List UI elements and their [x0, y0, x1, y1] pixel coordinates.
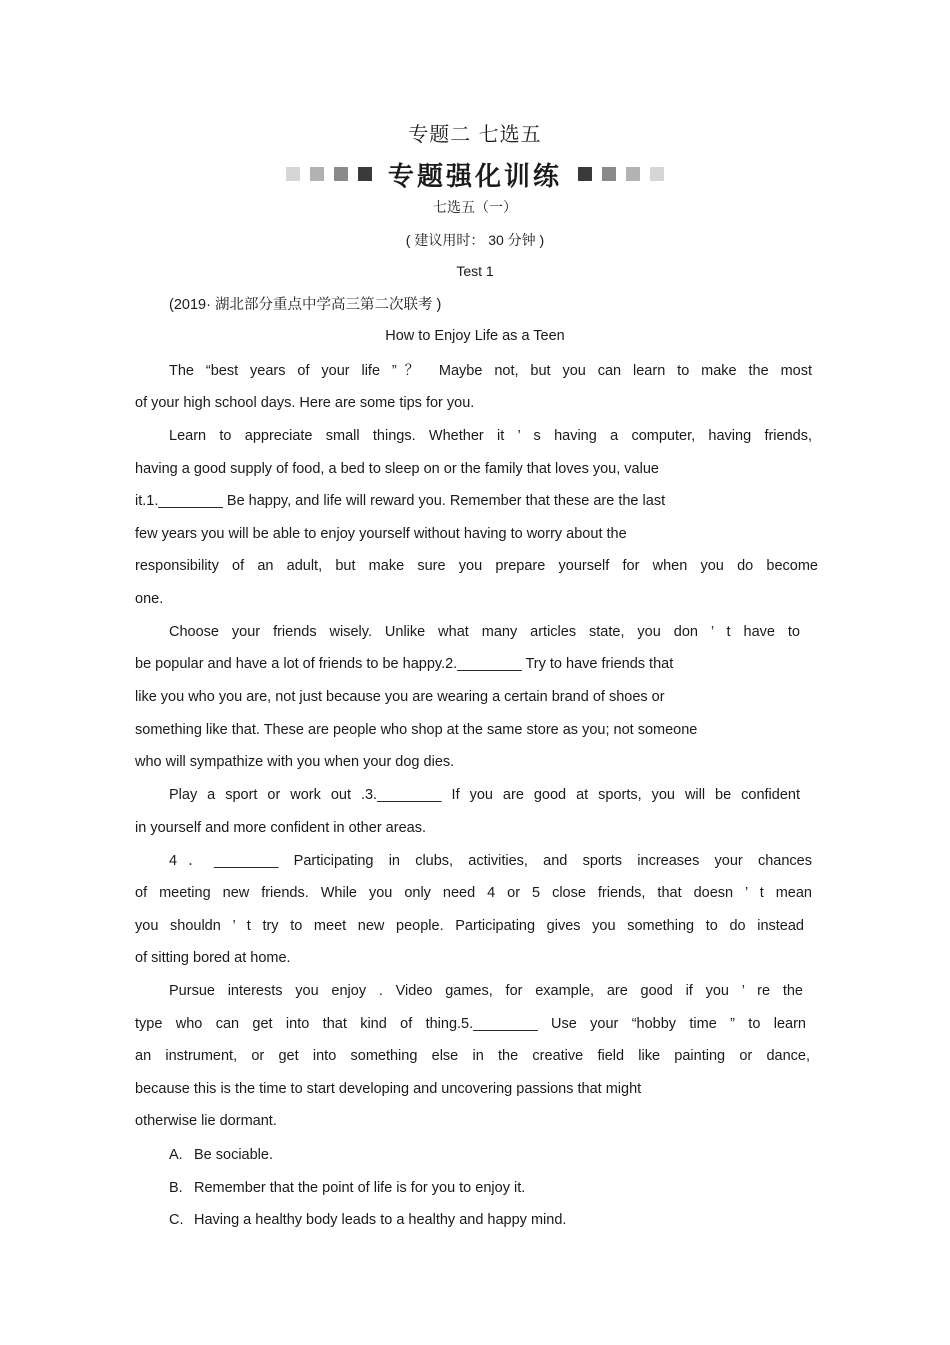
passage-line: it.1.________ Be happy, and life will reward you. Remember that these are the last: [135, 493, 666, 509]
passage-line: one.: [135, 591, 164, 607]
passage-line: of sitting bored at home.: [135, 950, 291, 966]
passage-line: like you who you are, not just because you are wearing a certain brand of shoes or: [135, 689, 665, 705]
option-key: A.: [169, 1147, 183, 1163]
suggested-time: ( 建议用时： 30 分钟 ): [405, 232, 545, 248]
banner-title: 专题强化训练: [387, 161, 562, 192]
passage-line: Learn to appreciate small things. Whether it ’ s having a computer, having friends,: [169, 428, 812, 444]
option-item: [169, 1178, 525, 1198]
passage-title: How to Enjoy Life as a Teen: [385, 328, 565, 344]
banner-square-icon: [650, 167, 664, 181]
passage-line: otherwise lie dormant.: [135, 1113, 277, 1129]
passage-line: be popular and have a lot of friends to be happy.2.________ Try to have friends that: [135, 656, 674, 672]
banner-square-icon: [310, 167, 324, 181]
passage-line: Choose your friends wisely. Unlike what many articles state, you don ’ t have to: [169, 624, 800, 640]
option-key: C.: [169, 1212, 184, 1228]
passage-line: type who can get into that kind of thing.5.________ Use your “hobby time ” to learn: [135, 1016, 806, 1032]
passage-line: because this is the time to start developing and uncovering passions that might: [135, 1081, 642, 1097]
passage-line: of meeting new friends. While you only need 4 or 5 close friends, that doesn ’ t mean: [135, 885, 812, 901]
option-text: Remember that the point of life is for you to enjoy it.: [194, 1180, 526, 1196]
passage-line: The “best years of your life ”？ Maybe not, but you can learn to make the most: [169, 363, 812, 379]
banner-square-icon: [334, 167, 348, 181]
passage-line: something like that. These are people who shop at the same store as you; not someone: [135, 722, 698, 738]
passage-line: responsibility of an adult, but make sure you prepare yourself for when you do become: [135, 558, 818, 574]
option-text: Having a healthy body leads to a healthy and happy mind.: [194, 1212, 567, 1228]
option-text: Be sociable.: [194, 1147, 273, 1163]
option-item: [169, 1145, 273, 1165]
banner-square-icon: [358, 167, 372, 181]
passage-line: Play a sport or work out .3.________ If you are good at sports, you will be confident: [169, 787, 800, 803]
banner-square-icon: [602, 167, 616, 181]
test-label: Test 1: [456, 263, 494, 279]
option-item: [169, 1210, 566, 1230]
passage-line: having a good supply of food, a bed to sleep on or the family that loves you, value: [135, 461, 659, 477]
banner-square-icon: [578, 167, 592, 181]
passage-line: who will sympathize with you when your dog dies.: [135, 754, 455, 770]
passage-line: in yourself and more confident in other areas.: [135, 820, 426, 836]
passage-line: an instrument, or get into something else in the creative field like painting or dance,: [135, 1048, 810, 1064]
source-note: (2019· 湖北部分重点中学高三第二次联考 ): [169, 297, 442, 313]
chapter-title: 专题二 七选五: [408, 122, 542, 146]
passage-line: 4．________ Participating in clubs, activities, and sports increases your chances: [169, 853, 812, 869]
passage-line: of your high school days. Here are some tips for you.: [135, 395, 475, 411]
passage-line: Pursue interests you enjoy . Video games, for example, are good if you ’ re the: [169, 983, 803, 999]
passage-line: you shouldn ’ t try to meet new people. Participating gives you something to do instead: [135, 918, 804, 934]
banner-square-icon: [626, 167, 640, 181]
banner-square-icon: [286, 167, 300, 181]
option-key: B.: [169, 1180, 183, 1196]
section-banner: [0, 156, 950, 192]
exercise-subtitle: 七选五（一）: [433, 199, 517, 215]
passage-line: few years you will be able to enjoy yourself without having to worry about the: [135, 526, 627, 542]
